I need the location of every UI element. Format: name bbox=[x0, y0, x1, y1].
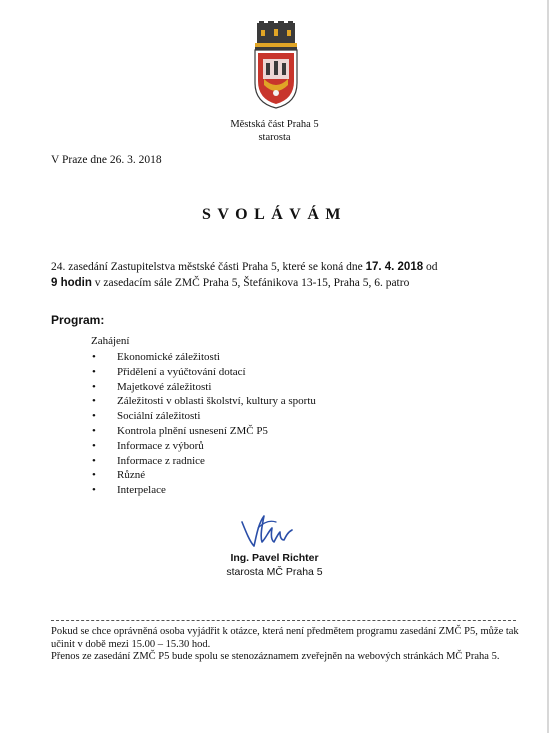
coat-of-arms-icon bbox=[249, 21, 303, 109]
agenda-item-label: Informace z radnice bbox=[117, 454, 205, 467]
bullet-icon: • bbox=[92, 424, 96, 437]
agenda-item-label: Záležitosti v oblasti školství, kultury a sportu bbox=[117, 395, 316, 408]
bullet-icon: • bbox=[92, 351, 96, 363]
date-line: V Praze dne 26. 3. 2018 bbox=[51, 154, 162, 166]
agenda-item bbox=[91, 394, 316, 409]
agenda-list bbox=[91, 350, 316, 498]
agenda-item bbox=[91, 380, 316, 395]
intro-text-2: od bbox=[423, 261, 438, 273]
intro-paragraph bbox=[51, 259, 521, 291]
footnote-divider bbox=[51, 620, 516, 621]
agenda-item bbox=[91, 468, 316, 483]
document-heading: SVOLÁVÁM bbox=[201, 206, 347, 223]
agenda-item bbox=[91, 483, 316, 498]
agenda-item-label: Kontrola plnění usnesení ZMČ P5 bbox=[117, 424, 268, 437]
bullet-icon: • bbox=[92, 454, 96, 467]
bullet-icon: • bbox=[92, 484, 96, 497]
issuer-name: Městská část Praha 5 bbox=[230, 119, 319, 130]
program-label: Program: bbox=[51, 313, 105, 327]
signer-name: Ing. Pavel Richter bbox=[230, 552, 319, 564]
agenda-item-label: Informace z výborů bbox=[117, 439, 204, 452]
agenda-item bbox=[91, 365, 316, 380]
bullet-icon: • bbox=[92, 439, 96, 452]
program-opening: Zahájení bbox=[91, 335, 130, 347]
meeting-time: 9 hodin bbox=[51, 277, 92, 289]
signer-role: starosta MČ Praha 5 bbox=[226, 566, 323, 578]
footnote-question-time: Pokud se chce oprávněná osoba vyjádřit k otázce, která není předmětem programu zasedání ZMČ P5, může tak učinit v době mezi 15.00 – 15.30 hod. bbox=[51, 626, 519, 650]
agenda-item bbox=[91, 350, 316, 365]
agenda-item bbox=[91, 424, 316, 439]
agenda-item bbox=[91, 409, 316, 424]
intro-text-1: 24. zasedání Zastupitelstva městské části Praha 5, které se koná dne bbox=[51, 261, 366, 273]
agenda-item bbox=[91, 454, 316, 469]
bullet-icon: • bbox=[92, 365, 96, 378]
agenda-item-label: Majetkové záležitosti bbox=[117, 380, 212, 393]
agenda-item bbox=[91, 439, 316, 454]
meeting-date: 17. 4. 2018 bbox=[365, 261, 424, 273]
bullet-icon: • bbox=[92, 469, 96, 482]
agenda-item-label: Ekonomické záležitosti bbox=[117, 351, 220, 363]
intro-text-3: v zasedacím sále ZMČ Praha 5, Štefánikova 13-15, Praha 5, 6. patro bbox=[91, 277, 410, 289]
handwritten-signature-icon bbox=[238, 508, 296, 552]
agenda-item-label: Různé bbox=[117, 469, 146, 482]
footnote-broadcast: Přenos ze zasedání ZMČ P5 bude spolu se stenozáznamem zveřejněn na webových stránkách MČ Praha 5. bbox=[51, 651, 500, 662]
bullet-icon: • bbox=[92, 395, 96, 408]
bullet-icon: • bbox=[92, 380, 96, 393]
bullet-icon: • bbox=[92, 410, 96, 423]
agenda-item-label: Přidělení a vyúčtování dotací bbox=[117, 365, 246, 378]
issuer-title: starosta bbox=[258, 132, 291, 143]
footnotes bbox=[51, 626, 521, 664]
agenda-item-label: Interpelace bbox=[117, 484, 166, 497]
agenda-item-label: Sociální záležitosti bbox=[117, 410, 201, 423]
